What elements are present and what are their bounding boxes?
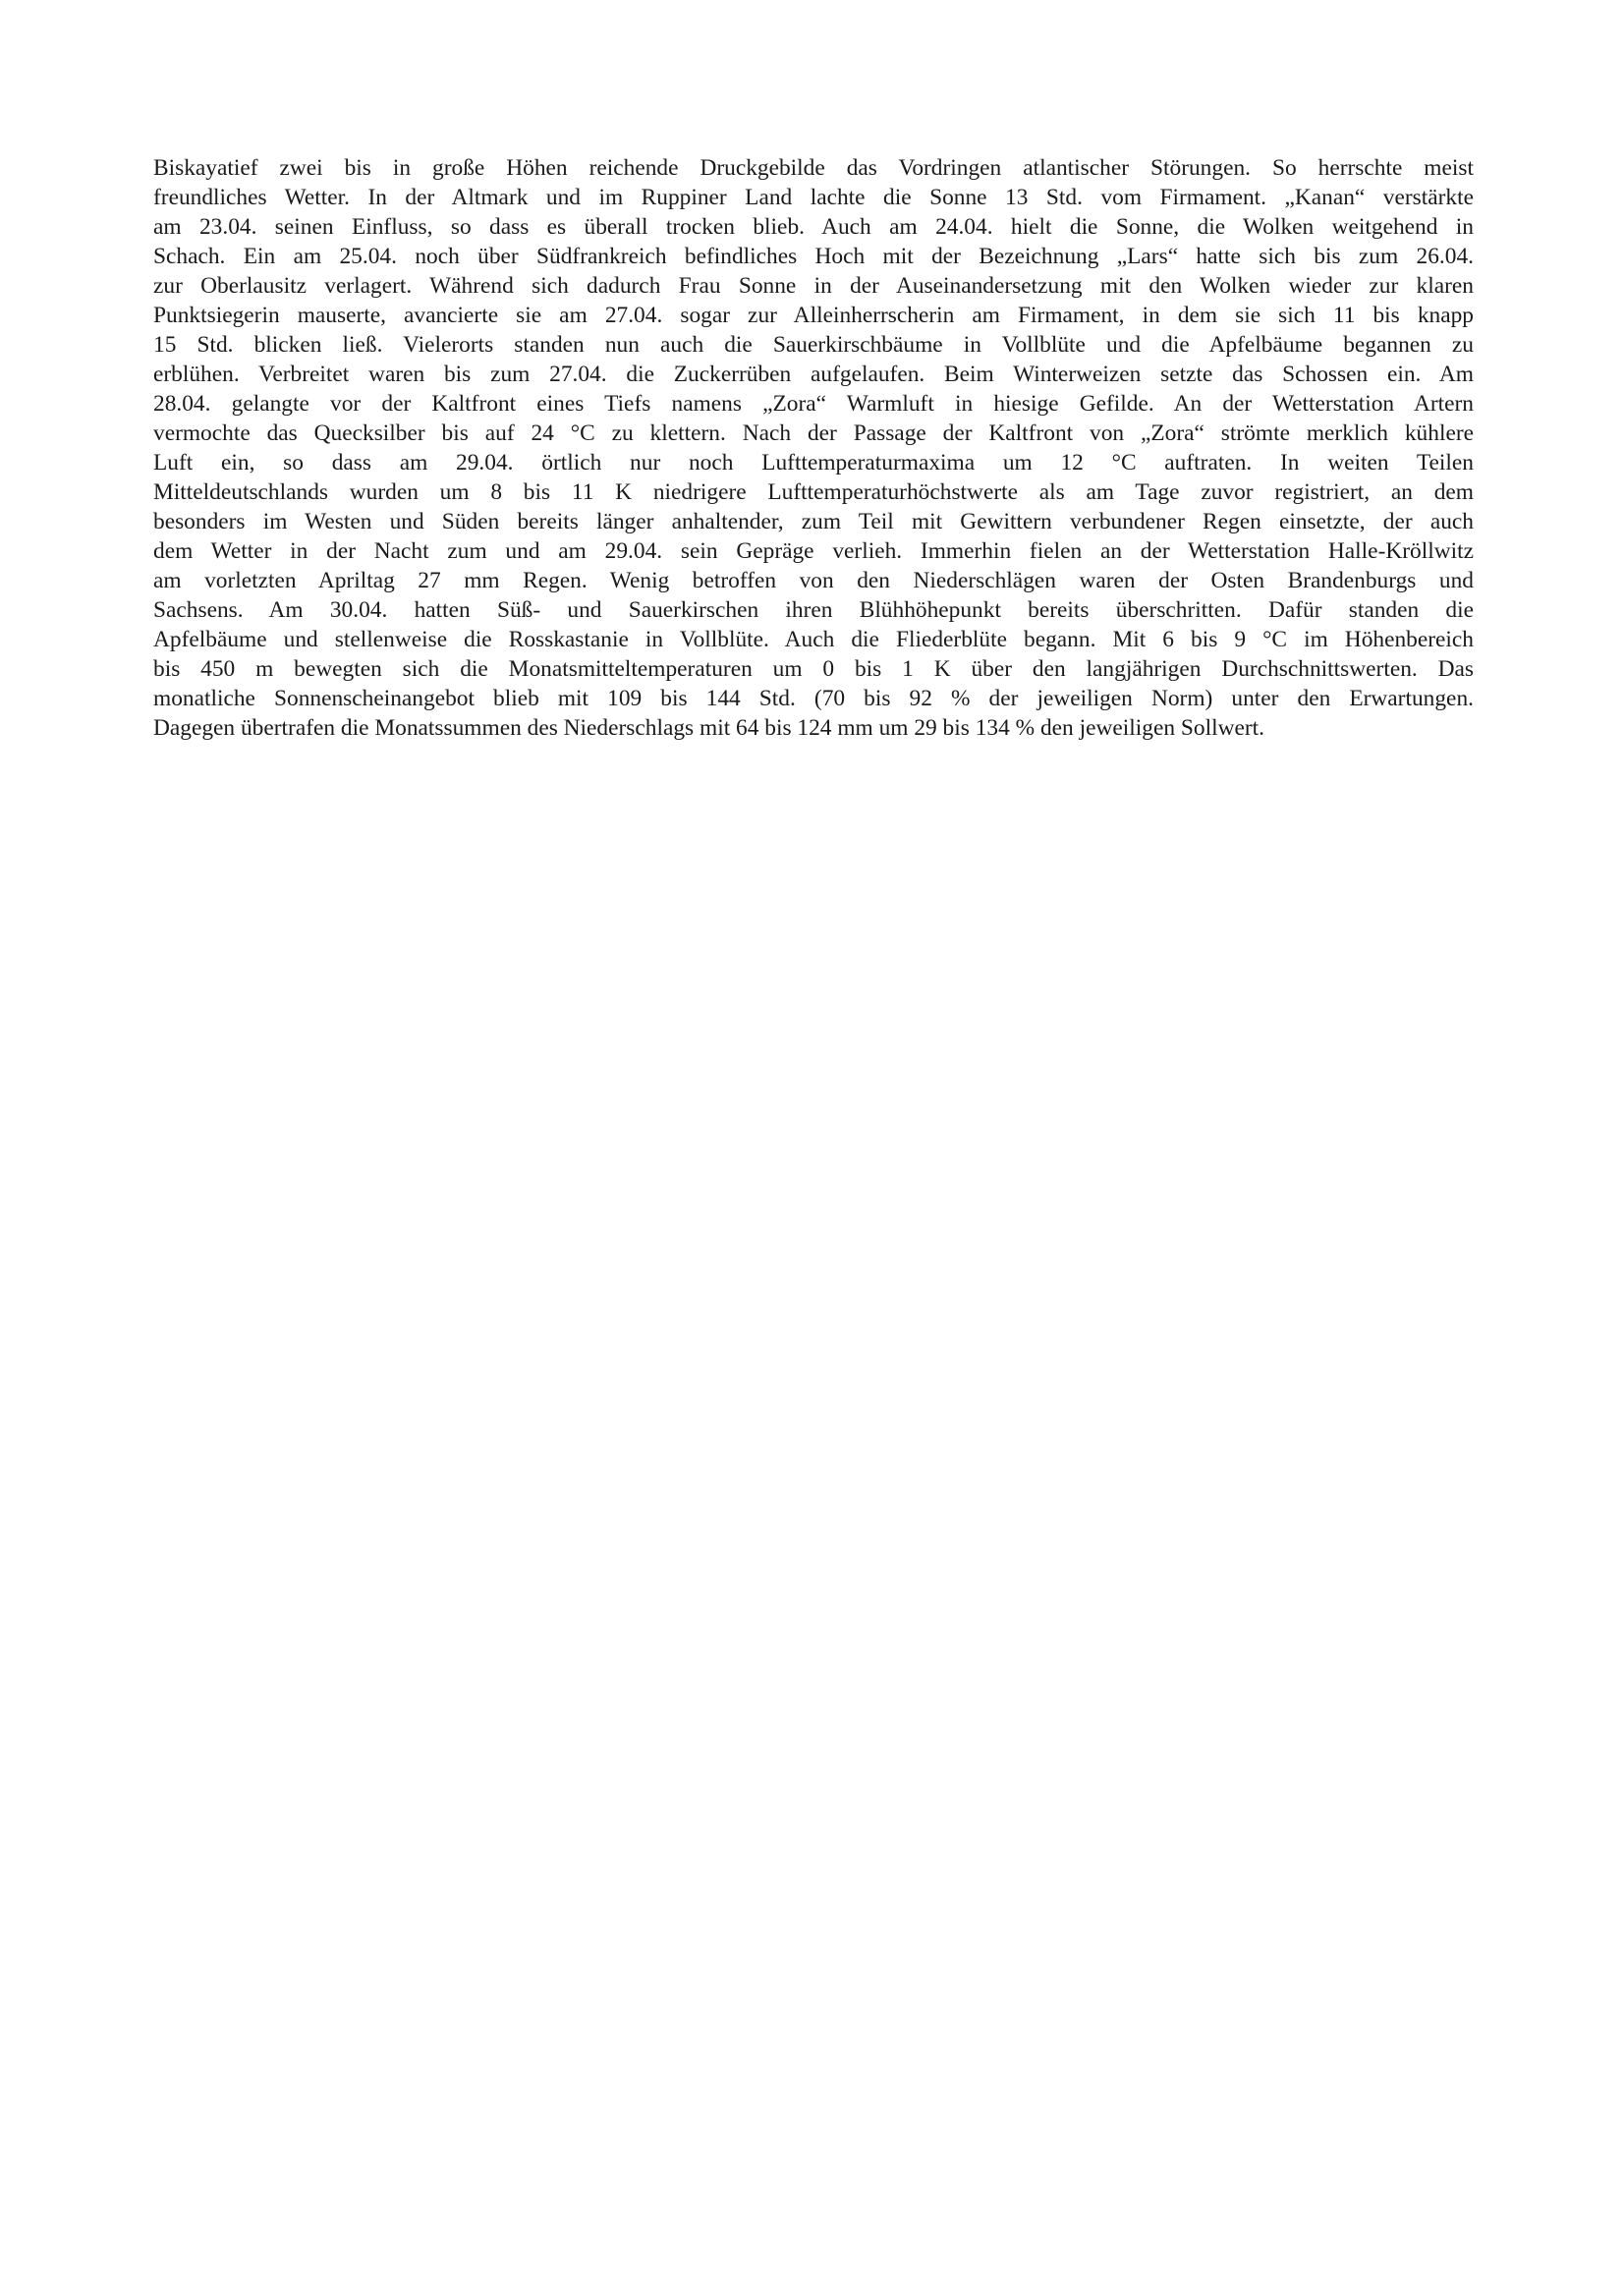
text-line: bis 450 m bewegten sich die Monatsmitteltemperaturen um 0 bis 1 K über den langjährigen Durchschnittswerten. Das bbox=[153, 656, 1474, 682]
text-line: monatliche Sonnenscheinangebot blieb mit 109 bis 144 Std. (70 bis 92 % der jeweiligen Norm) unter den Erwartungen. bbox=[153, 686, 1474, 711]
text-line: erblühen. Verbreitet waren bis zum 27.04. die Zuckerrüben aufgelaufen. Beim Winterweizen setzte das Schossen ein. Am bbox=[153, 362, 1474, 387]
text-line: Biskayatief zwei bis in große Höhen reichende Druckgebilde das Vordringen atlantischer Störungen. So herrschte meist bbox=[153, 155, 1474, 181]
text-line: 28.04. gelangte vor der Kaltfront eines Tiefs namens „Zora“ Warmluft in hiesige Gefilde. An der Wetterstation Artern bbox=[153, 391, 1474, 417]
text-line: dem Wetter in der Nacht zum und am 29.04. sein Gepräge verlieh. Immerhin fielen an der Wetterstation Halle-Kröllwitz bbox=[153, 538, 1474, 564]
text-line: besonders im Westen und Süden bereits länger anhaltender, zum Teil mit Gewittern verbundener Regen einsetzte, der auch bbox=[153, 509, 1474, 534]
body-paragraph bbox=[153, 153, 1474, 743]
text-line: 15 Std. blicken ließ. Vielerorts standen nun auch die Sauerkirschbäume in Vollblüte und die Apfelbäume begannen zu bbox=[153, 332, 1474, 358]
text-line: Schach. Ein am 25.04. noch über Südfrankreich befindliches Hoch mit der Bezeichnung „Lars“ hatte sich bis zum 26.04. bbox=[153, 244, 1474, 269]
text-line: Sachsens. Am 30.04. hatten Süß- und Sauerkirschen ihren Blühhöhepunkt bereits überschritten. Dafür standen die bbox=[153, 597, 1474, 623]
text-line: Punktsiegerin mauserte, avancierte sie am 27.04. sogar zur Alleinherrscherin am Firmament, in dem sie sich 11 bis knapp bbox=[153, 303, 1474, 328]
text-line: Apfelbäume und stellenweise die Rosskastanie in Vollblüte. Auch die Fliederblüte begann. Mit 6 bis 9 °C im Höhenbereich bbox=[153, 627, 1474, 652]
text-line: Dagegen übertrafen die Monatssummen des Niederschlags mit 64 bis 124 mm um 29 bis 134 % den jeweiligen Sollwert. bbox=[153, 715, 1264, 741]
text-line: Mitteldeutschlands wurden um 8 bis 11 K niedrigere Lufttemperaturhöchstwerte als am Tage zuvor registriert, an dem bbox=[153, 479, 1474, 505]
text-line: freundliches Wetter. In der Altmark und im Ruppiner Land lachte die Sonne 13 Std. vom Firmament. „Kanan“ verstärkte bbox=[153, 185, 1474, 210]
text-line: zur Oberlausitz verlagert. Während sich dadurch Frau Sonne in der Auseinandersetzung mit den Wolken wieder zur klaren bbox=[153, 273, 1474, 299]
text-line: vermochte das Quecksilber bis auf 24 °C zu klettern. Nach der Passage der Kaltfront von „Zora“ strömte merklich kühlere bbox=[153, 420, 1474, 446]
text-line: am 23.04. seinen Einfluss, so dass es überall trocken blieb. Auch am 24.04. hielt die Sonne, die Wolken weitgehend in bbox=[153, 214, 1474, 240]
text-line: Luft ein, so dass am 29.04. örtlich nur noch Lufttemperaturmaxima um 12 °C auftraten. In weiten Teilen bbox=[153, 450, 1474, 476]
text-line: am vorletzten Apriltag 27 mm Regen. Wenig betroffen von den Niederschlägen waren der Osten Brandenburgs und bbox=[153, 568, 1474, 593]
